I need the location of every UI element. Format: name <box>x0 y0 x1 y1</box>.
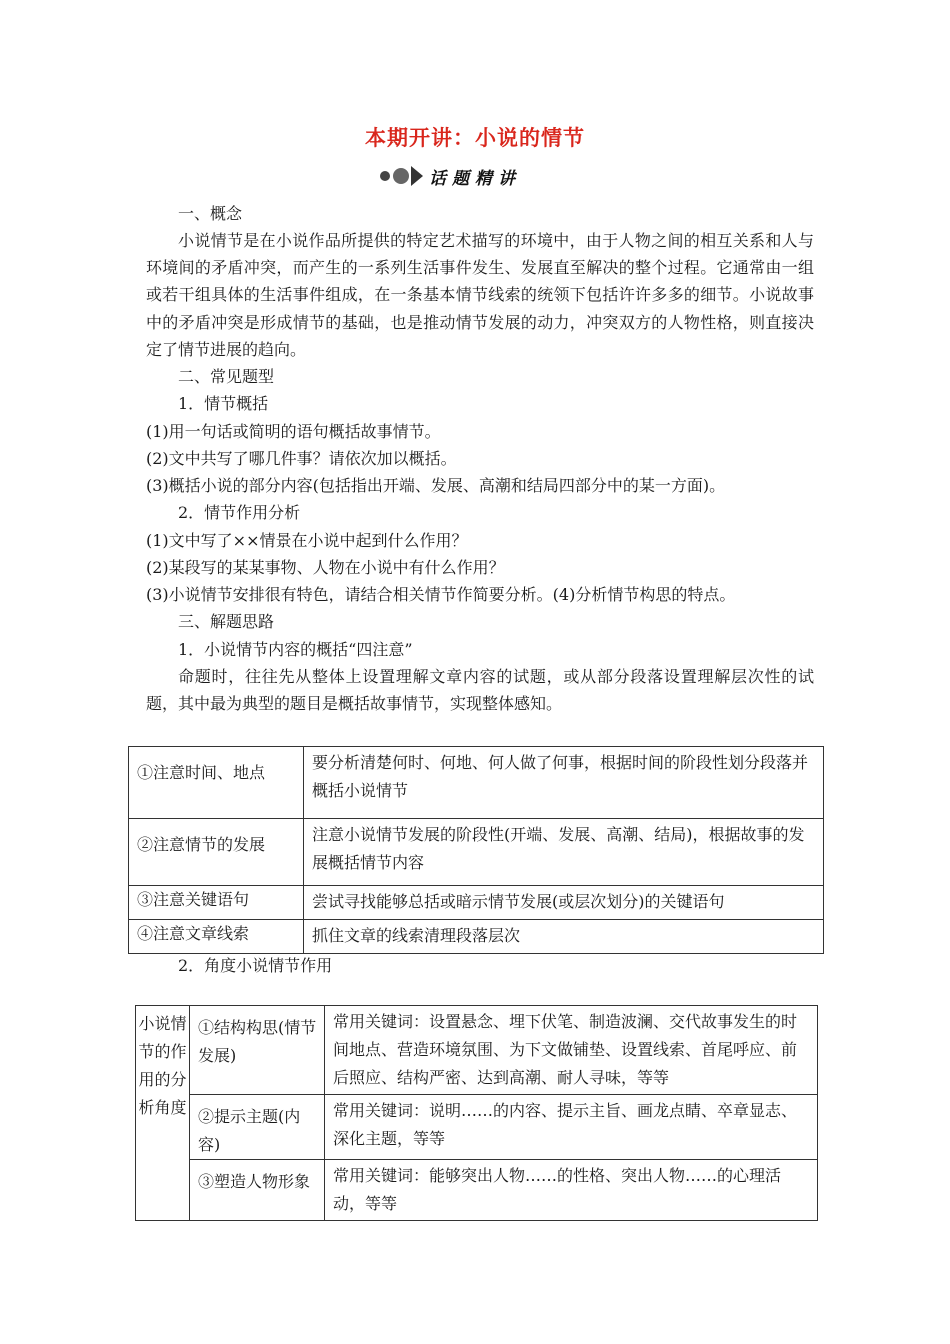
four-attention-table <box>128 746 824 954</box>
section-1-paragraph: 小说情节是在小说作品所提供的特定艺术描写的环境中，由于人物之间的相互关系和人与环境间的矛盾冲突，而产生的一系列生活事件发生、发展直至解决的整个过程。它通常由一组或若干组具体的生活事件组成，在一条基本情节线索的统领下包括许许多多的细节。小说故事中的矛盾冲突是形成情节的基础，也是推动情节发展的动力，冲突双方的人物性格，则直接决定了情节进展的趋向。 <box>146 231 814 359</box>
section-3-heading: 三、解题思路 <box>178 612 275 631</box>
question-2-2-b: (2)某段写的某某事物、人物在小说中有什么作用？ <box>146 558 505 577</box>
table-sub-cell: ①结构构思(情节发展) <box>190 1006 325 1095</box>
question-2-1-a: (1)用一句话或简明的语句概括故事情节。 <box>146 422 441 441</box>
table-text-cell: 常用关键词：说明……的内容、提示主旨、画龙点睛、卒章显志、深化主题，等等 <box>325 1095 818 1160</box>
plot-function-table <box>135 1005 818 1221</box>
section-banner <box>380 162 521 190</box>
section-1-heading: 一、概念 <box>178 204 243 223</box>
table-value-cell: 抓住文章的线索清理段落层次 <box>304 920 824 954</box>
table-key-cell: ①注意时间、地点 <box>129 747 304 819</box>
table-row <box>136 1095 818 1160</box>
subsection-2-2-heading: 2．情节作用分析 <box>178 503 301 522</box>
section-2-heading: 二、常见题型 <box>178 367 275 386</box>
question-2-1-b: (2)文中共写了哪几件事？请依次加以概括。 <box>146 449 457 468</box>
dot-big-icon <box>393 168 409 184</box>
section-3-paragraph: 命题时，往往先从整体上设置理解文章内容的试题，或从部分段落设置理解层次性的试题，其中最为典型的题目是概括故事情节，实现整体感知。 <box>146 667 814 714</box>
table-value-cell: 要分析清楚何时、何地、何人做了何事，根据时间的阶段性划分段落并概括小说情节 <box>304 747 824 819</box>
arrow-right-icon <box>411 166 423 186</box>
question-2-2-a: (1)文中写了××情景在小说中起到什么作用？ <box>146 531 468 550</box>
table-sub-cell: ③塑造人物形象 <box>190 1160 325 1221</box>
table-key-cell: ③注意关键语句 <box>129 886 304 920</box>
table-row <box>129 886 824 920</box>
subsection-3-1-heading: 1．小说情节内容的概括“四注意” <box>178 640 413 659</box>
question-2-1-c: (3)概括小说的部分内容(包括指出开端、发展、高潮和结局四部分中的某一方面)。 <box>146 476 726 495</box>
question-2-2-c: (3)小说情节安排很有特色，请结合相关情节作简要分析。(4)分析情节构思的特点。 <box>146 585 736 604</box>
banner-label: 话题精讲 <box>429 168 521 189</box>
table-row <box>129 747 824 819</box>
table-sub-cell: ②提示主题(内容) <box>190 1095 325 1160</box>
table-side-label: 小说情节的作用的分析角度 <box>136 1006 190 1221</box>
dot-small-icon <box>380 171 390 181</box>
table-value-cell: 尝试寻找能够总括或暗示情节发展(或层次划分)的关键语句 <box>304 886 824 920</box>
table-text-cell: 常用关键词：设置悬念、埋下伏笔、制造波澜、交代故事发生的时间地点、营造环境氛围、为下文做铺垫、设置线索、首尾呼应、前后照应、结构严密、达到高潮、耐人寻味，等等 <box>325 1006 818 1095</box>
table-key-cell: ④注意文章线索 <box>129 920 304 954</box>
subsection-2-1-heading: 1．情节概括 <box>178 394 269 413</box>
table-row <box>129 920 824 954</box>
table-row <box>129 819 824 886</box>
table-text-cell: 常用关键词：能够突出人物……的性格、突出人物……的心理活动，等等 <box>325 1160 818 1221</box>
table-value-cell: 注意小说情节发展的阶段性(开端、发展、高潮、结局)，根据故事的发展概括情节内容 <box>304 819 824 886</box>
page-title: 本期开讲：小说的情节 <box>365 126 585 150</box>
table-row <box>136 1160 818 1221</box>
subsection-3-2-heading: 2．角度小说情节作用 <box>178 956 333 975</box>
table-row <box>136 1006 818 1095</box>
table-key-cell: ②注意情节的发展 <box>129 819 304 886</box>
